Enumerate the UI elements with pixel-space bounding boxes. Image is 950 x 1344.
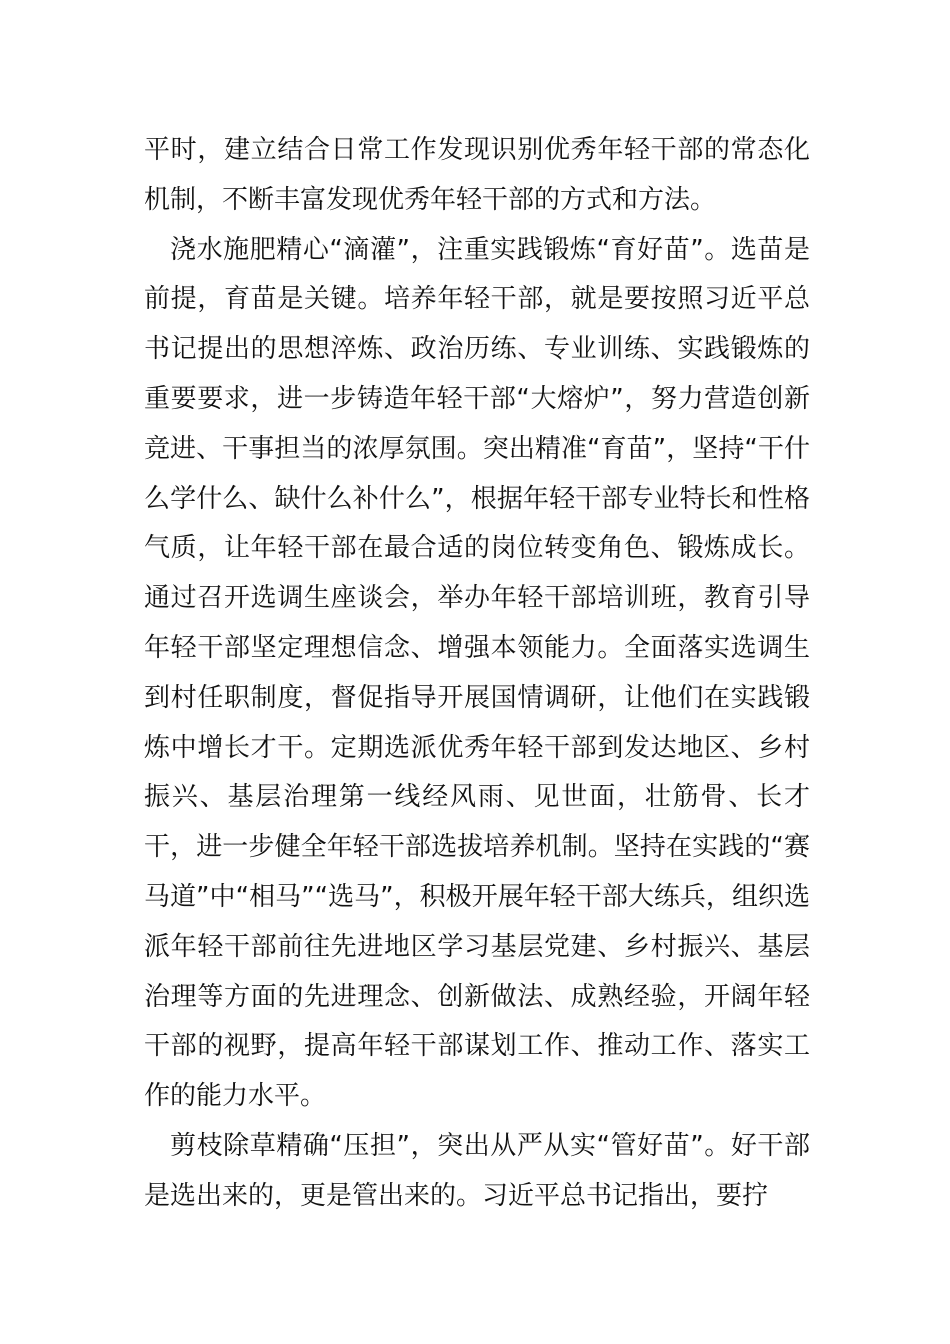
paragraph-nurture-seedlings: 浇水施肥精心“滴灌”，注重实践锻炼“育好苗”。选苗是前提，育苗是关键。培养年轻干部，就是要按照习近平总书记提出的思想淬炼、政治历练、专业训练、实践锻炼的重要要求，进一步铸造年轻干部“大熔炉”，努力营造创新竞进、干事担当的浓厚氛围。突出精准“育苗”，坚持“干什么学什么、缺什么补什么”，根据年轻干部专业特长和性格气质，让年轻干部在最合适的岗位转变角色、锻炼成长。通过召开选调生座谈会，举办年轻干部培训班，教育引导年轻干部坚定理想信念、增强本领能力。全面落实选调生到村任职制度，督促指导开展国情调研，让他们在实践锻炼中增长才干。定期选派优秀年轻干部到发达地区、乡村振兴、基层治理第一线经风雨、见世面，壮筋骨、长才干，进一步健全年轻干部选拔培养机制。坚持在实践的“赛马道”中“相马”“选马”，积极开展年轻干部大练兵，组织选派年轻干部前往先进地区学习基层党建、乡村振兴、基层治理等方面的先进理念、创新做法、成熟经验，开阔年轻干部的视野，提高年轻干部谋划工作、推动工作、落实工作的能力水平。 (144, 234, 810, 1112)
document-body (144, 126, 810, 1222)
paragraph-manage-seedlings: 剪枝除草精确“压担”，突出从严从实“管好苗”。好干部是选出来的，更是管出来的。习近平总书记指出，要拧 (144, 1130, 810, 1211)
paragraph-continuation: 平时，建立结合日常工作发现识别优秀年轻干部的常态化机制，不断丰富发现优秀年轻干部的方式和方法。 (144, 135, 810, 215)
